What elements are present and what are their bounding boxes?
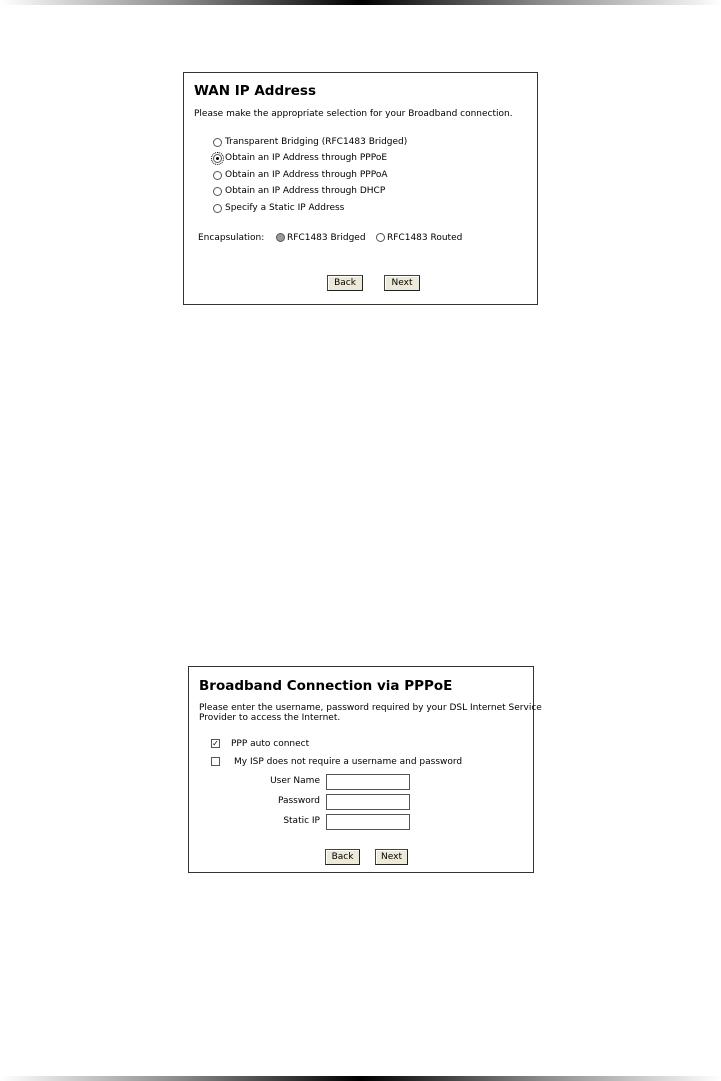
encapsulation-option-label: RFC1483 Bridged	[287, 233, 366, 243]
option-label: Obtain an IP Address through PPPoE	[225, 153, 388, 163]
radio-dhcp[interactable]	[213, 187, 222, 196]
option-label: Obtain an IP Address through PPPoA	[225, 170, 388, 180]
option-label: Obtain an IP Address through DHCP	[225, 186, 386, 196]
radio-static-ip[interactable]	[213, 204, 222, 213]
back-button[interactable]: Back	[325, 849, 360, 865]
encapsulation-option-label: RFC1483 Routed	[387, 233, 463, 243]
radio-rfc1483-routed[interactable]	[376, 233, 385, 242]
no-credentials-checkbox[interactable]	[211, 757, 220, 766]
pppoe-connection-panel	[188, 666, 542, 873]
username-label: User Name	[270, 776, 320, 786]
encapsulation-label: Encapsulation:	[198, 233, 265, 243]
wan-ip-address-panel	[183, 72, 538, 305]
password-label: Password	[277, 796, 320, 806]
next-button[interactable]: Next	[375, 849, 408, 865]
option-label: Transparent Bridging (RFC1483 Bridged)	[225, 137, 408, 147]
back-button[interactable]: Back	[327, 275, 363, 291]
pppoe-panel-title: Broadband Connection via PPPoE	[199, 678, 453, 694]
top-decorative-bar	[0, 0, 721, 5]
wan-instruction: Please make the appropriate selection for your Broadband connection.	[194, 109, 513, 119]
ppp-auto-connect-label: PPP auto connect	[231, 739, 310, 749]
password-input[interactable]	[326, 794, 410, 810]
pppoe-instruction-line2: Provider to access the Internet.	[199, 713, 341, 723]
no-credentials-label: My ISP does not require a username and password	[234, 757, 463, 767]
ppp-auto-connect-checkbox[interactable]: ✓	[212, 739, 219, 748]
radio-transparent-bridging[interactable]	[213, 138, 222, 147]
radio-rfc1483-bridged[interactable]	[276, 233, 285, 242]
pppoe-instruction-line1: Please enter the username, password required by your DSL Internet Service	[199, 703, 542, 713]
static-ip-input[interactable]	[326, 814, 410, 830]
next-button[interactable]: Next	[384, 275, 420, 291]
bottom-decorative-bar	[0, 1076, 721, 1081]
wan-panel-title: WAN IP Address	[194, 83, 317, 99]
static-ip-label: Static IP	[283, 816, 320, 826]
radio-pppoe[interactable]	[213, 154, 222, 163]
option-label: Specify a Static IP Address	[225, 203, 345, 213]
radio-pppoa[interactable]	[213, 171, 222, 180]
username-input[interactable]	[326, 774, 410, 790]
